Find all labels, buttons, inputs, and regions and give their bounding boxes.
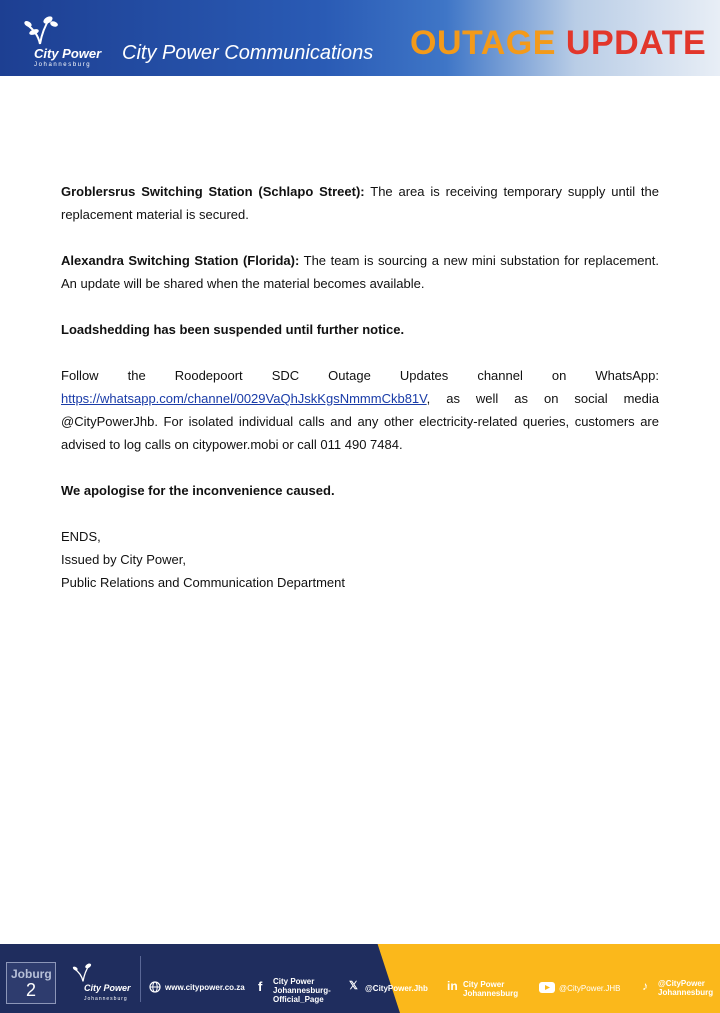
footer-twitter[interactable]: @CityPower.Jhb: [365, 984, 428, 993]
joburg-logo-text: Joburg: [11, 967, 52, 981]
paragraph-groblersrus: [61, 180, 659, 226]
header-banner: [0, 0, 720, 76]
page-number: 2: [26, 980, 37, 1000]
linkedin-icon: in: [447, 979, 458, 993]
logo-subtitle: Johannesburg: [34, 62, 92, 68]
footer-logo-name: City Power: [84, 983, 131, 993]
follow-text-1: Follow the Roodepoort SDC Outage Updates channel on WhatsApp:: [61, 368, 659, 383]
x-twitter-icon: 𝕏: [349, 980, 358, 992]
footer-youtube[interactable]: @CityPower.JHB: [559, 984, 621, 993]
whatsapp-channel-link[interactable]: https://whatsapp.com/channel/0029VaQhJskKgsNmmmCkb81V: [61, 391, 427, 406]
header-title: City Power Communications: [122, 42, 374, 64]
text-groblersrus: The area is receiving temporary supply until the replacement material is secured.: [61, 184, 660, 222]
text-alexandra: The team is sourcing a new mini substation for replacement. An update will be shared when the material becomes available.: [61, 253, 659, 291]
loadshedding-notice: Loadshedding has been suspended until further notice.: [61, 322, 405, 337]
facebook-icon: f: [258, 979, 263, 994]
footer-banner: [0, 944, 720, 1013]
footer-website[interactable]: www.citypower.co.za: [165, 983, 245, 992]
footer-facebook[interactable]: City Power Johannesburg- Official_Page: [273, 977, 331, 1004]
footer-logo-subtitle: Johannesburg: [84, 996, 128, 1002]
ends-line: ENDS,: [61, 529, 101, 544]
footer-tiktok[interactable]: @CityPower Johannesburg: [658, 979, 714, 997]
paragraph-apology: [61, 479, 659, 502]
apology-text: We apologise for the inconvenience caused.: [61, 483, 335, 498]
banner-word-outage: OUTAGE: [410, 24, 556, 62]
flower-logo-icon: [20, 14, 60, 48]
footer-divider: [140, 956, 141, 1002]
footer-linkedin[interactable]: City Power Johannesburg: [463, 980, 519, 998]
tiktok-icon: ♪: [642, 979, 648, 993]
city-power-logo: [12, 14, 102, 66]
footer-flower-logo-icon: [70, 962, 96, 984]
document-body: [61, 180, 659, 594]
outage-update-banner: [410, 24, 706, 63]
banner-word-update: UPDATE: [565, 24, 707, 62]
heading-groblersrus: Groblersrus Switching Station (Schlapo Street):: [61, 184, 365, 199]
paragraph-loadshedding: [61, 318, 659, 341]
paragraph-alexandra: [61, 249, 659, 295]
youtube-icon: [539, 982, 555, 993]
globe-icon: [149, 981, 161, 993]
department-line: Public Relations and Communication Department: [61, 575, 345, 590]
heading-alexandra: Alexandra Switching Station (Florida):: [61, 253, 300, 268]
logo-name: City Power: [34, 46, 102, 61]
issued-by-line: Issued by City Power,: [61, 552, 186, 567]
paragraph-follow: [61, 364, 659, 456]
follow-text-2: , as well as on social media @CityPowerJhb. For isolated individual calls and any other electricity-related queries, customers are advised to log calls on citypower.mobi or call 011 490 7484.: [61, 391, 659, 452]
